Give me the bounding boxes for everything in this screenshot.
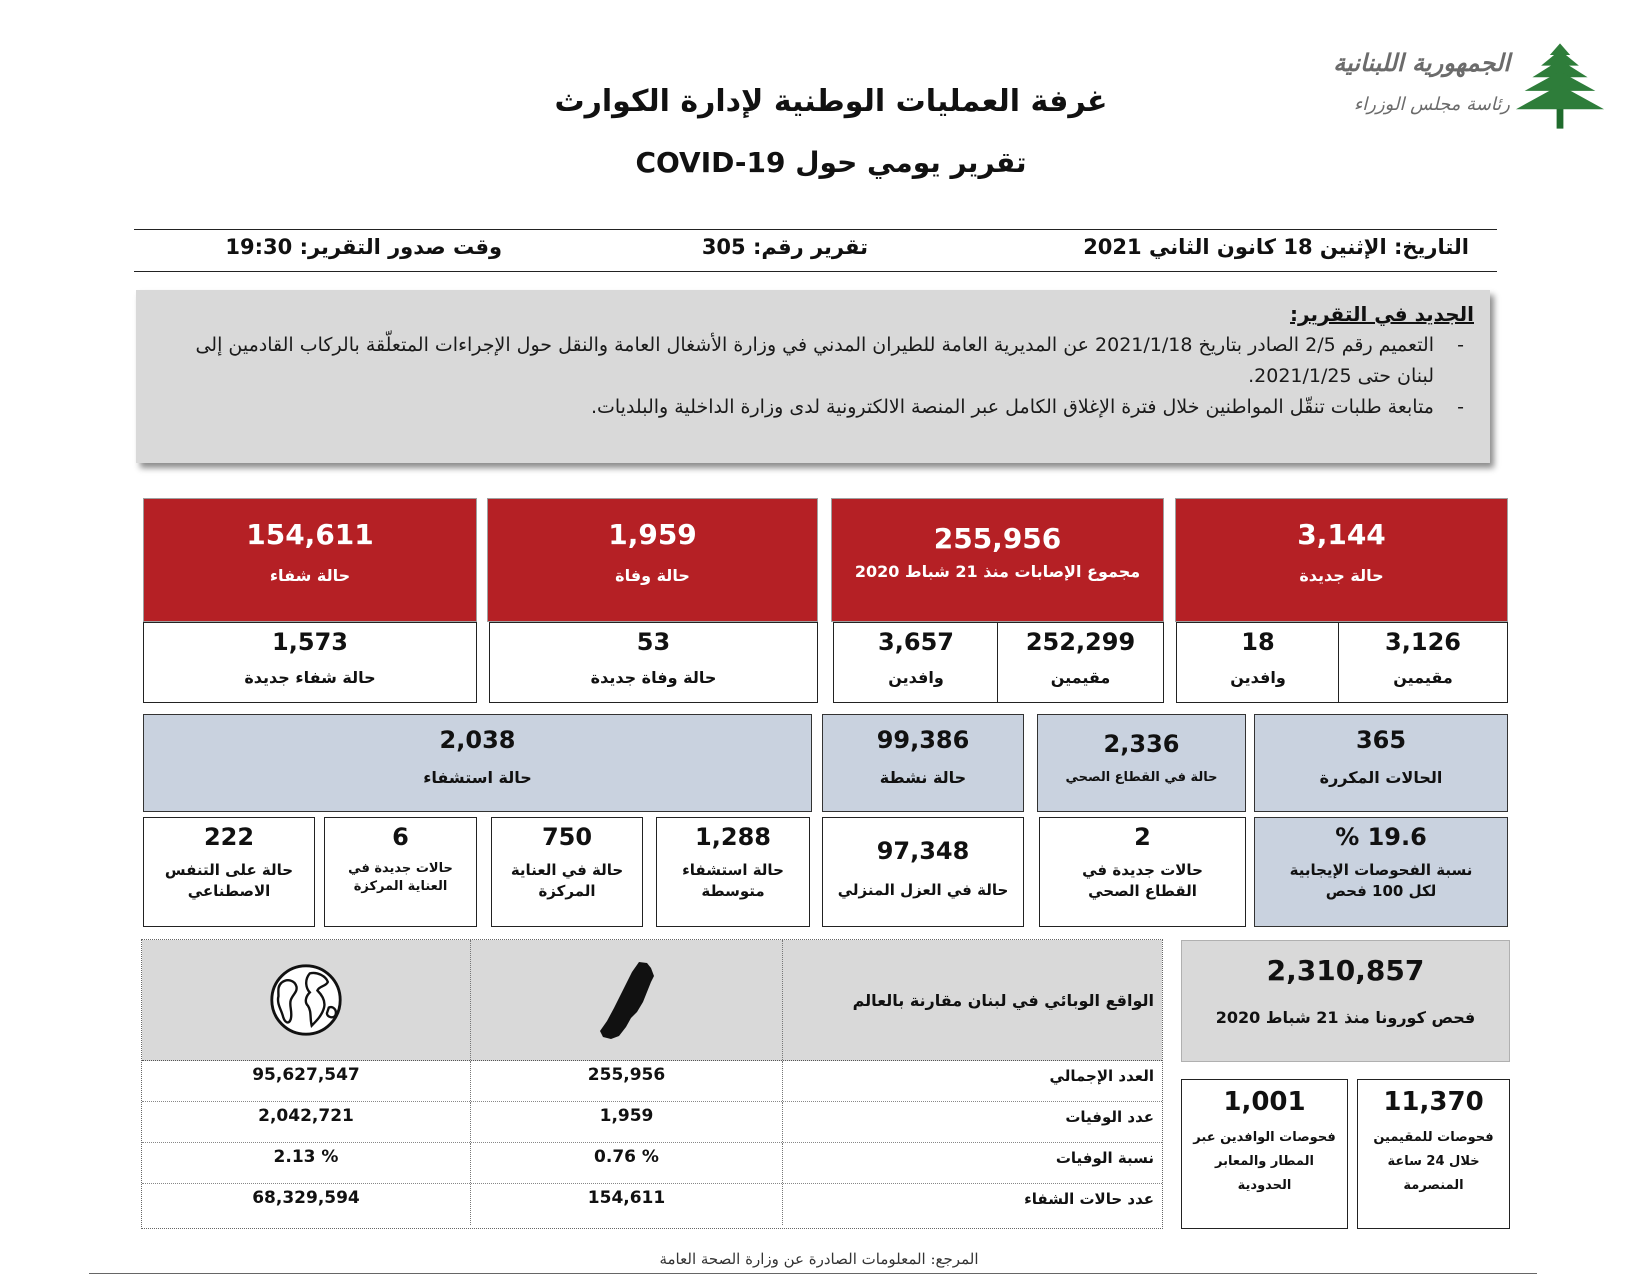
total-cases-card	[831, 498, 1164, 622]
new-residents-card	[1338, 622, 1508, 703]
home-isolation-card	[822, 817, 1024, 927]
total-cases-value: 255,956	[933, 522, 1062, 555]
deaths-label: حالة وفاة	[615, 566, 690, 586]
new-health-sector-value: 2	[1134, 823, 1151, 851]
new-cases-card	[1175, 498, 1508, 622]
hospitalized-label: حالة استشفاء	[423, 767, 532, 787]
new-residents-label: مقيمين	[1393, 667, 1453, 687]
report-issue-time: وقت صدور التقرير: 19:30	[225, 235, 502, 259]
icu-label	[511, 860, 623, 902]
world-value: 2,042,721	[142, 1102, 471, 1142]
new-deaths-card	[489, 622, 818, 703]
ventilator-label	[165, 860, 293, 902]
repeated-cases-value: 365	[1355, 726, 1407, 754]
new-arrivals-value: 18	[1241, 628, 1275, 656]
lebanon-value: 154,611	[471, 1184, 783, 1225]
row-label: عدد الوفيات	[1065, 1108, 1154, 1126]
news-list	[160, 330, 1474, 423]
new-cases-label: حالة جديدة	[1299, 566, 1384, 586]
cedar-icon	[1514, 40, 1606, 132]
new-health-sector-label-line: حالات جديدة في	[1082, 860, 1203, 879]
positivity-label-line: نسبة الفحوصات الإيجابية	[1289, 860, 1473, 879]
ventilator-card	[143, 817, 315, 927]
row-label: نسبة الوفيات	[1055, 1149, 1154, 1167]
new-icu-label	[348, 860, 453, 896]
arrival-tests-label	[1193, 1126, 1335, 1198]
new-health-sector-label	[1082, 860, 1203, 902]
total-residents-label: مقيمين	[1050, 667, 1111, 687]
world-value: 95,627,547	[142, 1061, 471, 1101]
new-residents-value: 3,126	[1385, 628, 1461, 656]
row-label: عدد حالات الشفاء	[1024, 1190, 1154, 1208]
home-isolation-label-line: حالة في العزل المنزلي	[837, 880, 1009, 899]
news-item: - متابعة طلبات تنقّل المواطنين خلال فترة الإغلاق الكامل عبر المنصة الالكترونية لدى وزارة الداخلية والبلديات.	[160, 392, 1434, 423]
icu-value: 750	[541, 823, 593, 851]
arrival-tests-value: 1,001	[1223, 1087, 1306, 1117]
lebanon-value: 255,956	[471, 1061, 783, 1101]
repeated-cases-card	[1254, 714, 1508, 812]
new-deaths-value: 53	[636, 628, 671, 656]
health-sector-card	[1037, 714, 1246, 812]
icu-label-line: المركزة	[538, 881, 596, 900]
comparison-header	[142, 940, 1162, 1061]
new-health-sector-card	[1039, 817, 1246, 927]
total-cases-label: مجموع الإصابات منذ 21 شباط 2020	[854, 562, 1141, 582]
deaths-card	[487, 498, 818, 622]
arrival-tests-label-line: المطار والمعابر	[1215, 1153, 1314, 1169]
lebanon-column-header	[471, 940, 783, 1060]
page-title: غرفة العمليات الوطنية لإدارة الكوارث	[554, 84, 1108, 119]
lebanon-value: 0.76 %	[471, 1143, 783, 1183]
resident-tests-label-line: خلال 24 ساعة	[1387, 1153, 1480, 1169]
recoveries-value: 154,611	[246, 518, 374, 551]
new-icu-label-line: حالات جديدة في	[348, 860, 453, 876]
source-note: المرجع: المعلومات الصادرة عن وزارة الصحة العامة	[659, 1250, 979, 1268]
new-deaths-label: حالة وفاة جديدة	[590, 667, 717, 687]
row-label: العدد الإجمالي	[1049, 1067, 1154, 1085]
total-arrivals-label: وافدين	[888, 667, 944, 687]
health-sector-value: 2,336	[1103, 730, 1180, 758]
world-value: 2.13 %	[142, 1143, 471, 1183]
new-arrivals-card	[1176, 622, 1340, 703]
total-arrivals-card	[833, 622, 999, 703]
active-label: حالة نشطة	[879, 767, 967, 787]
moderate-card	[656, 817, 810, 927]
new-recoveries-label: حالة شفاء جديدة	[244, 667, 376, 687]
moderate-value: 1,288	[695, 823, 771, 851]
news-heading: الجديد في التقرير:	[1290, 302, 1474, 326]
news-box	[136, 290, 1490, 463]
ventilator-label-line: الاصطناعي	[187, 881, 271, 900]
report-number: تقرير رقم: 305	[701, 235, 868, 259]
new-icu-card	[324, 817, 477, 927]
resident-tests-label-line: المنصرمة	[1403, 1177, 1464, 1193]
home-isolation-label	[838, 880, 1009, 901]
arrival-tests-label-line: الحدودية	[1237, 1177, 1292, 1193]
total-tests-value: 2,310,857	[1266, 954, 1425, 987]
positivity-value: 19.6 %	[1335, 823, 1427, 851]
deaths-value: 1,959	[608, 518, 697, 551]
new-icu-label-line: العناية المركزة	[353, 878, 448, 894]
new-health-sector-label-line: القطاع الصحي	[1088, 881, 1197, 900]
table-row	[142, 1184, 1162, 1225]
table-row	[142, 1102, 1162, 1143]
positivity-label	[1290, 860, 1473, 902]
moderate-label-line: حالة استشفاء	[682, 860, 784, 879]
info-bottom-divider	[134, 271, 1497, 272]
resident-tests-value: 11,370	[1383, 1087, 1484, 1117]
logo-text	[1262, 46, 1510, 120]
news-item: - التعميم رقم 2/5 الصادر بتاريخ 2021/1/18 عن المديرية العامة للطيران المدني في وزارة الأشغال العامة والنقل حول الإجراءات المتعلّقة بالركاب القادمين إلى لبنان حتى 2021/1/25.	[160, 330, 1434, 392]
active-value: 99,386	[876, 726, 970, 754]
ventilator-label-line: حالة على التنفس	[164, 860, 294, 879]
icu-label-line: حالة في العناية	[510, 860, 624, 879]
resident-tests-label	[1373, 1126, 1493, 1198]
table-row	[142, 1061, 1162, 1102]
new-arrivals-label: وافدين	[1230, 667, 1286, 687]
resident-tests-label-line: فحوصات للمقيمين	[1373, 1129, 1494, 1145]
active-card	[822, 714, 1024, 812]
positivity-label-line: لكل 100 فحص	[1325, 881, 1437, 900]
total-tests-label: فحص كورونا منذ 21 شباط 2020	[1215, 1008, 1476, 1028]
comparison-title-cell	[783, 940, 1162, 1060]
new-recoveries-card	[143, 622, 477, 703]
new-cases-value: 3,144	[1297, 518, 1386, 551]
resident-tests-card	[1357, 1079, 1510, 1229]
world-value: 68,329,594	[142, 1184, 471, 1225]
total-residents-card	[997, 622, 1164, 703]
globe-icon	[268, 962, 344, 1038]
page-subtitle: تقرير يومي حول COVID-19	[635, 146, 1027, 179]
new-recoveries-value: 1,573	[272, 628, 348, 656]
total-tests-card	[1181, 940, 1510, 1062]
home-isolation-value: 97,348	[876, 837, 970, 865]
hospitalized-value: 2,038	[439, 726, 516, 754]
total-residents-value: 252,299	[1025, 628, 1136, 656]
logo-presidency-name: رئاسة مجلس الوزراء	[1353, 94, 1510, 115]
repeated-cases-label: الحالات المكررة	[1319, 767, 1443, 787]
table-row	[142, 1143, 1162, 1184]
new-icu-value: 6	[392, 823, 409, 851]
arrival-tests-label-line: فحوصات الوافدين عبر	[1193, 1129, 1336, 1145]
lebanon-value: 1,959	[471, 1102, 783, 1142]
moderate-label-line: متوسطة	[701, 881, 765, 900]
arrival-tests-card	[1181, 1079, 1348, 1229]
recoveries-label: حالة شفاء	[269, 566, 351, 586]
comparison-title: الواقع الوبائي في لبنان مقارنة بالعالم	[852, 990, 1154, 1010]
total-arrivals-value: 3,657	[878, 628, 954, 656]
hospitalized-card	[143, 714, 812, 812]
comparison-table	[141, 939, 1163, 1229]
health-sector-label: حالة في القطاع الصحي	[1065, 769, 1218, 785]
report-date: التاريخ: الإثنين 18 كانون الثاني 2021	[1083, 235, 1469, 259]
icu-card	[491, 817, 643, 927]
positivity-card	[1254, 817, 1508, 927]
recoveries-card	[143, 498, 477, 622]
ventilator-value: 222	[203, 823, 255, 851]
lebanon-map-icon	[596, 960, 658, 1040]
world-column-header	[142, 940, 471, 1060]
info-top-divider	[134, 229, 1497, 230]
logo-republic-name: الجمهورية اللبنانية	[1333, 48, 1510, 77]
moderate-label	[682, 860, 784, 902]
footer-divider	[89, 1273, 1537, 1274]
